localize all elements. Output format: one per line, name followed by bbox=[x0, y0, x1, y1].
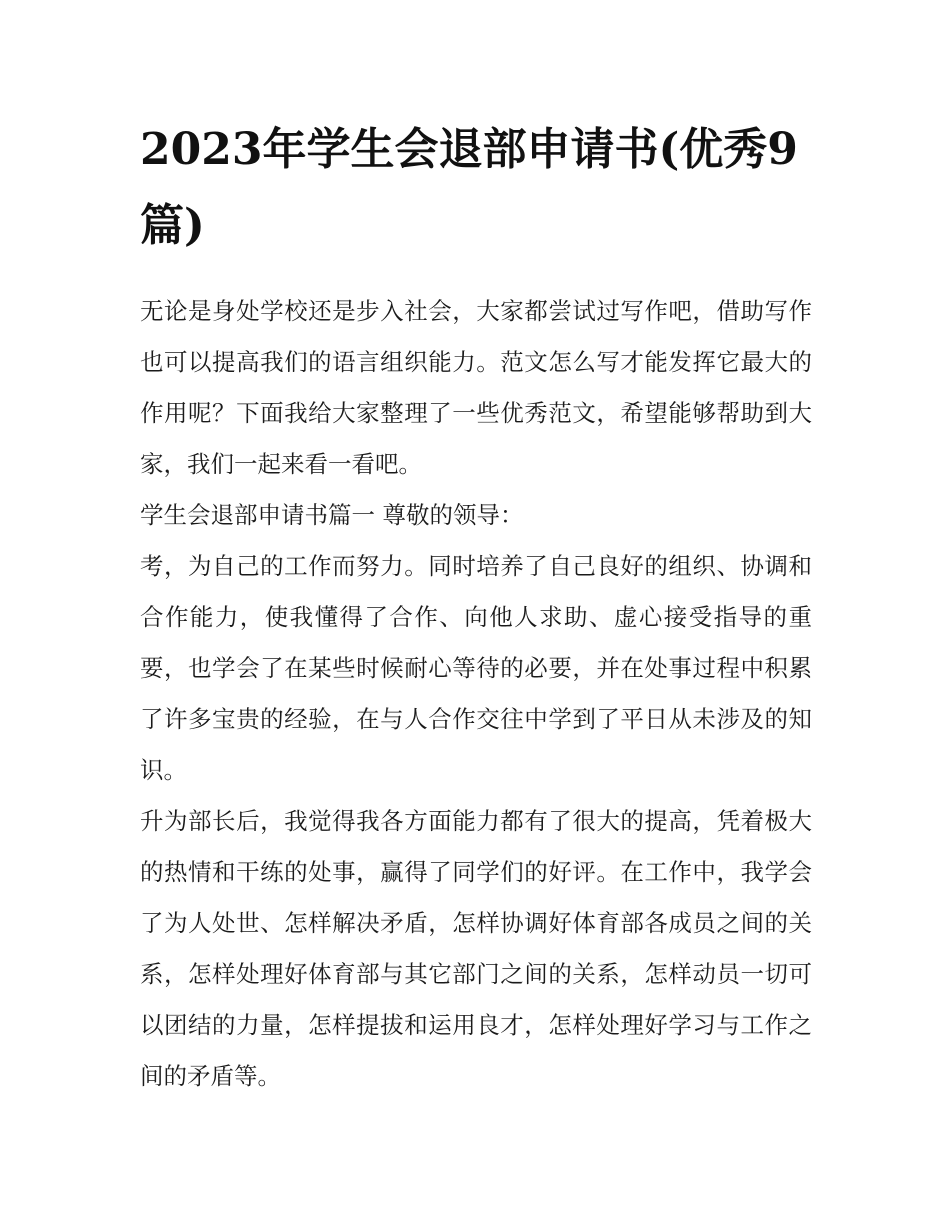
paragraph-heading-salutation: 学生会退部申请书篇一 尊敬的领导： bbox=[140, 501, 524, 529]
paragraph-promotion: 升为部长后，我觉得我各方面能力都有了很大的提高，凭着极大的热情和干练的处事，赢得了同学们的好评。在工作中，我学会了为人处世、怎样解决矛盾，怎样协调好体育部各成员之间的关系，怎样处理好体育部与其它部门之间的关系，怎样动员一切可以团结的力量，怎样提拔和运用良才，怎样处理好学习与工作之间的矛盾等。 bbox=[140, 807, 812, 1090]
document-body bbox=[140, 112, 812, 1102]
document-title: 2023年学生会退部申请书(优秀9篇) bbox=[140, 124, 798, 251]
paragraph-intro: 无论是身处学校还是步入社会，大家都尝试过写作吧，借助写作也可以提高我们的语言组织能力。范文怎么写才能发挥它最大的作用呢？下面我给大家整理了一些优秀范文，希望能够帮助到大家，我们一起来看一看吧。 bbox=[140, 297, 812, 478]
paragraph-experience: 考，为自己的工作而努力。同时培养了自己良好的组织、协调和合作能力，使我懂得了合作、向他人求助、虚心接受指导的重要，也学会了在某些时候耐心等待的必要，并在处事过程中积累了许多宝贵的经验，在与人合作交往中学到了平日从未涉及的知识。 bbox=[140, 552, 812, 784]
